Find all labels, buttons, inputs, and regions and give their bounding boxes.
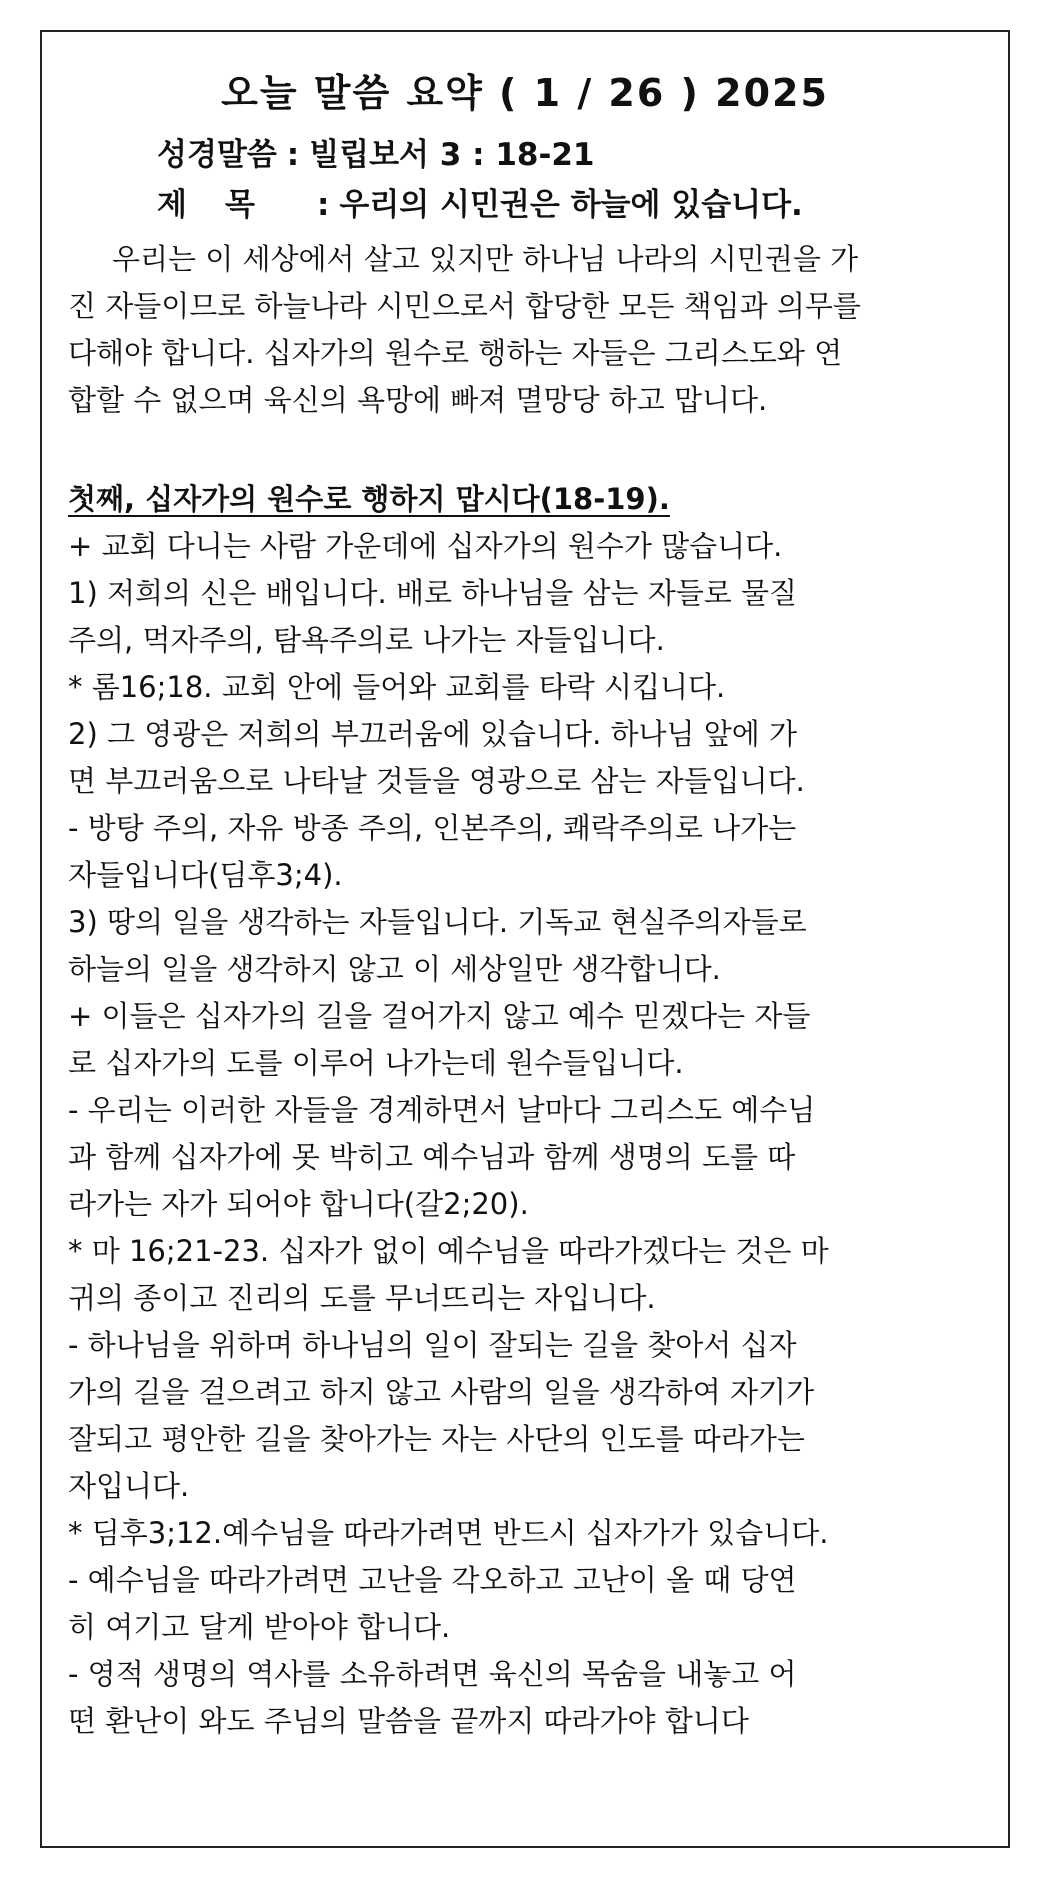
sermon-subject <box>157 179 803 224</box>
intro-paragraph <box>68 236 983 424</box>
section-line: * 딤후3;12.예수님을 따라가려면 반드시 십자가가 있습니다. <box>68 1516 829 1550</box>
section-line: 라가는 자가 되어야 합니다(갈2;20). <box>68 1187 529 1221</box>
scripture-label: 성경말씀 <box>157 137 277 173</box>
section-line: 가의 길을 걸으려고 하지 않고 사람의 일을 생각하여 자기가 <box>68 1375 815 1409</box>
section-line: 로 십자가의 도를 이루어 나가는데 원수들입니다. <box>68 1046 684 1080</box>
section-line: - 방탕 주의, 자유 방종 주의, 인본주의, 쾌락주의로 나가는 <box>68 811 797 845</box>
subject-separator: : <box>317 187 330 223</box>
section-line: 과 함께 십자가에 못 박히고 예수님과 함께 생명의 도를 따 <box>68 1140 796 1174</box>
section-line: * 마 16;21-23. 십자가 없이 예수님을 따라가겠다는 것은 마 <box>68 1234 829 1268</box>
intro-line: 다해야 합니다. 십자가의 원수로 행하는 자들은 그리스도와 연 <box>68 336 843 370</box>
section-line: 떤 환난이 와도 주님의 말씀을 끝까지 따라가야 합니다 <box>68 1704 749 1738</box>
section-first <box>68 476 983 1745</box>
section-line: - 우리는 이러한 자들을 경계하면서 날마다 그리스도 예수님 <box>68 1093 816 1127</box>
intro-line: 진 자들이므로 하늘나라 시민으로서 합당한 모든 책임과 의무를 <box>68 289 861 323</box>
section-line: * 롬16;18. 교회 안에 들어와 교회를 타락 시킵니다. <box>68 670 726 704</box>
section-line: 3) 땅의 일을 생각하는 자들입니다. 기독교 현실주의자들로 <box>68 905 807 939</box>
intro-line: 우리는 이 세상에서 살고 있지만 하나님 나라의 시민권을 가 <box>112 242 859 276</box>
section-line: 자들입니다(딤후3;4). <box>68 858 343 892</box>
section-line: + 교회 다니는 사람 가운데에 십자가의 원수가 많습니다. <box>68 529 783 563</box>
section-line: - 영적 생명의 역사를 소유하려면 육신의 목숨을 내놓고 어 <box>68 1657 797 1691</box>
section-line: 귀의 종이고 진리의 도를 무너뜨리는 자입니다. <box>68 1281 656 1315</box>
page-title: 오늘 말씀 요약 ( 1 / 26 ) 2025 <box>221 71 829 115</box>
section-line: - 하나님을 위하며 하나님의 일이 잘되는 길을 찾아서 십자 <box>68 1328 797 1362</box>
section-line: 잘되고 평안한 길을 찾아가는 자는 사단의 인도를 따라가는 <box>68 1422 805 1456</box>
scripture-reference <box>157 129 594 174</box>
subject-label: 제목 <box>157 187 293 223</box>
section-line: - 예수님을 따라가려면 고난을 각오하고 고난이 올 때 당연 <box>68 1563 797 1597</box>
section-line: 자입니다. <box>68 1469 190 1503</box>
section-line: + 이들은 십자가의 길을 걸어가지 않고 예수 믿겠다는 자들 <box>68 999 811 1033</box>
section-line: 1) 저희의 신은 배입니다. 배로 하나님을 삼는 자들로 물질 <box>68 576 798 610</box>
section-line: 하늘의 일을 생각하지 않고 이 세상일만 생각합니다. <box>68 952 721 986</box>
subject-value: 우리의 시민권은 하늘에 있습니다. <box>339 187 803 223</box>
section-line: 주의, 먹자주의, 탐욕주의로 나가는 자들입니다. <box>68 623 665 657</box>
document-frame <box>40 30 1010 1848</box>
section-line: 히 여기고 달게 받아야 합니다. <box>68 1610 451 1644</box>
section-heading: 첫째, 십자가의 원수로 행하지 맙시다(18-19). <box>68 482 670 516</box>
scripture-value: 빌립보서 3 : 18-21 <box>309 137 595 173</box>
intro-line: 합할 수 없으며 육신의 욕망에 빠져 멸망당 하고 맙니다. <box>68 383 768 417</box>
scripture-separator: : <box>286 137 300 173</box>
section-line: 2) 그 영광은 저희의 부끄러움에 있습니다. 하나님 앞에 가 <box>68 717 798 751</box>
section-line: 면 부끄러움으로 나타날 것들을 영광으로 삼는 자들입니다. <box>68 764 805 798</box>
